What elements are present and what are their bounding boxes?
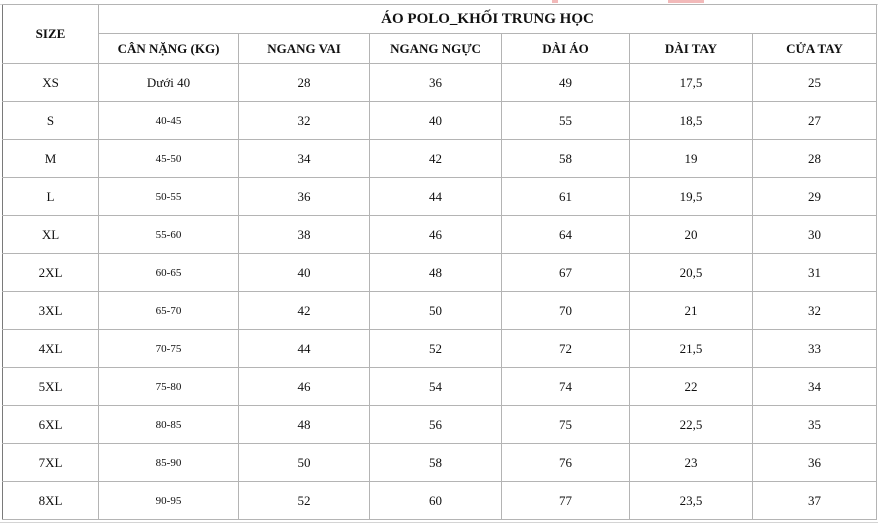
shoulder-cell: 36 (239, 178, 370, 216)
shoulder-cell: 44 (239, 330, 370, 368)
size-cell: 4XL (3, 330, 99, 368)
table-row (3, 368, 877, 406)
column-header-chest: NGANG NGỰC (370, 34, 502, 64)
size-cell: 7XL (3, 444, 99, 482)
cuff-cell: 35 (753, 406, 877, 444)
table-row (3, 444, 877, 482)
cuff-cell: 28 (753, 140, 877, 178)
weight-cell: 65-70 (99, 292, 239, 330)
length-cell: 67 (502, 254, 630, 292)
sleeve-cell: 20 (630, 216, 753, 254)
chest-cell: 60 (370, 482, 502, 520)
weight-cell: Dưới 40 (99, 64, 239, 102)
weight-cell: 80-85 (99, 406, 239, 444)
clipped-row-fragment (668, 0, 704, 3)
weight-cell: 55-60 (99, 216, 239, 254)
shoulder-cell: 46 (239, 368, 370, 406)
cuff-cell: 25 (753, 64, 877, 102)
size-cell: M (3, 140, 99, 178)
table-row (3, 216, 877, 254)
column-header-shoulder: NGANG VAI (239, 34, 370, 64)
size-chart-table (2, 4, 877, 520)
weight-cell: 70-75 (99, 330, 239, 368)
cuff-cell: 31 (753, 254, 877, 292)
length-cell: 70 (502, 292, 630, 330)
weight-cell: 40-45 (99, 102, 239, 140)
sleeve-cell: 23,5 (630, 482, 753, 520)
sleeve-cell: 18,5 (630, 102, 753, 140)
cuff-cell: 27 (753, 102, 877, 140)
sleeve-cell: 21 (630, 292, 753, 330)
size-header: SIZE (3, 5, 99, 64)
weight-cell: 60-65 (99, 254, 239, 292)
length-cell: 61 (502, 178, 630, 216)
cuff-cell: 30 (753, 216, 877, 254)
length-cell: 75 (502, 406, 630, 444)
size-cell: 5XL (3, 368, 99, 406)
chest-cell: 54 (370, 368, 502, 406)
size-cell: XS (3, 64, 99, 102)
length-cell: 76 (502, 444, 630, 482)
length-cell: 58 (502, 140, 630, 178)
table-row (3, 330, 877, 368)
table-title: ÁO POLO_KHỐI TRUNG HỌC (99, 5, 877, 34)
size-cell: 3XL (3, 292, 99, 330)
table-row (3, 254, 877, 292)
table-row (3, 64, 877, 102)
length-cell: 64 (502, 216, 630, 254)
chest-cell: 40 (370, 102, 502, 140)
table-row (3, 140, 877, 178)
weight-cell: 85-90 (99, 444, 239, 482)
shoulder-cell: 32 (239, 102, 370, 140)
length-cell: 55 (502, 102, 630, 140)
chest-cell: 50 (370, 292, 502, 330)
sheet-bottom-gridline (0, 522, 878, 523)
sleeve-cell: 23 (630, 444, 753, 482)
size-cell: S (3, 102, 99, 140)
size-cell: XL (3, 216, 99, 254)
shoulder-cell: 34 (239, 140, 370, 178)
cuff-cell: 33 (753, 330, 877, 368)
weight-cell: 45-50 (99, 140, 239, 178)
size-cell: 8XL (3, 482, 99, 520)
table-row (3, 292, 877, 330)
table-row (3, 102, 877, 140)
cuff-cell: 29 (753, 178, 877, 216)
chest-cell: 56 (370, 406, 502, 444)
cuff-cell: 34 (753, 368, 877, 406)
table-row (3, 406, 877, 444)
shoulder-cell: 48 (239, 406, 370, 444)
column-header-weight: CÂN NẶNG (KG) (99, 34, 239, 64)
length-cell: 72 (502, 330, 630, 368)
clipped-row-fragment (552, 0, 558, 3)
sleeve-cell: 22,5 (630, 406, 753, 444)
length-cell: 74 (502, 368, 630, 406)
chest-cell: 46 (370, 216, 502, 254)
column-header-sleeve: DÀI TAY (630, 34, 753, 64)
chest-cell: 48 (370, 254, 502, 292)
shoulder-cell: 52 (239, 482, 370, 520)
sleeve-cell: 19,5 (630, 178, 753, 216)
column-header-length: DÀI ÁO (502, 34, 630, 64)
cuff-cell: 36 (753, 444, 877, 482)
cuff-cell: 32 (753, 292, 877, 330)
shoulder-cell: 38 (239, 216, 370, 254)
sleeve-cell: 17,5 (630, 64, 753, 102)
weight-cell: 90-95 (99, 482, 239, 520)
shoulder-cell: 50 (239, 444, 370, 482)
size-cell: 6XL (3, 406, 99, 444)
sleeve-cell: 19 (630, 140, 753, 178)
cuff-cell: 37 (753, 482, 877, 520)
size-chart-body (3, 64, 877, 520)
column-header-cuff: CỬA TAY (753, 34, 877, 64)
chest-cell: 44 (370, 178, 502, 216)
sleeve-cell: 20,5 (630, 254, 753, 292)
shoulder-cell: 40 (239, 254, 370, 292)
length-cell: 49 (502, 64, 630, 102)
length-cell: 77 (502, 482, 630, 520)
size-cell: L (3, 178, 99, 216)
sleeve-cell: 21,5 (630, 330, 753, 368)
chest-cell: 52 (370, 330, 502, 368)
size-cell: 2XL (3, 254, 99, 292)
weight-cell: 75-80 (99, 368, 239, 406)
sleeve-cell: 22 (630, 368, 753, 406)
weight-cell: 50-55 (99, 178, 239, 216)
table-row (3, 482, 877, 520)
shoulder-cell: 28 (239, 64, 370, 102)
chest-cell: 58 (370, 444, 502, 482)
chest-cell: 36 (370, 64, 502, 102)
shoulder-cell: 42 (239, 292, 370, 330)
table-row (3, 178, 877, 216)
chest-cell: 42 (370, 140, 502, 178)
